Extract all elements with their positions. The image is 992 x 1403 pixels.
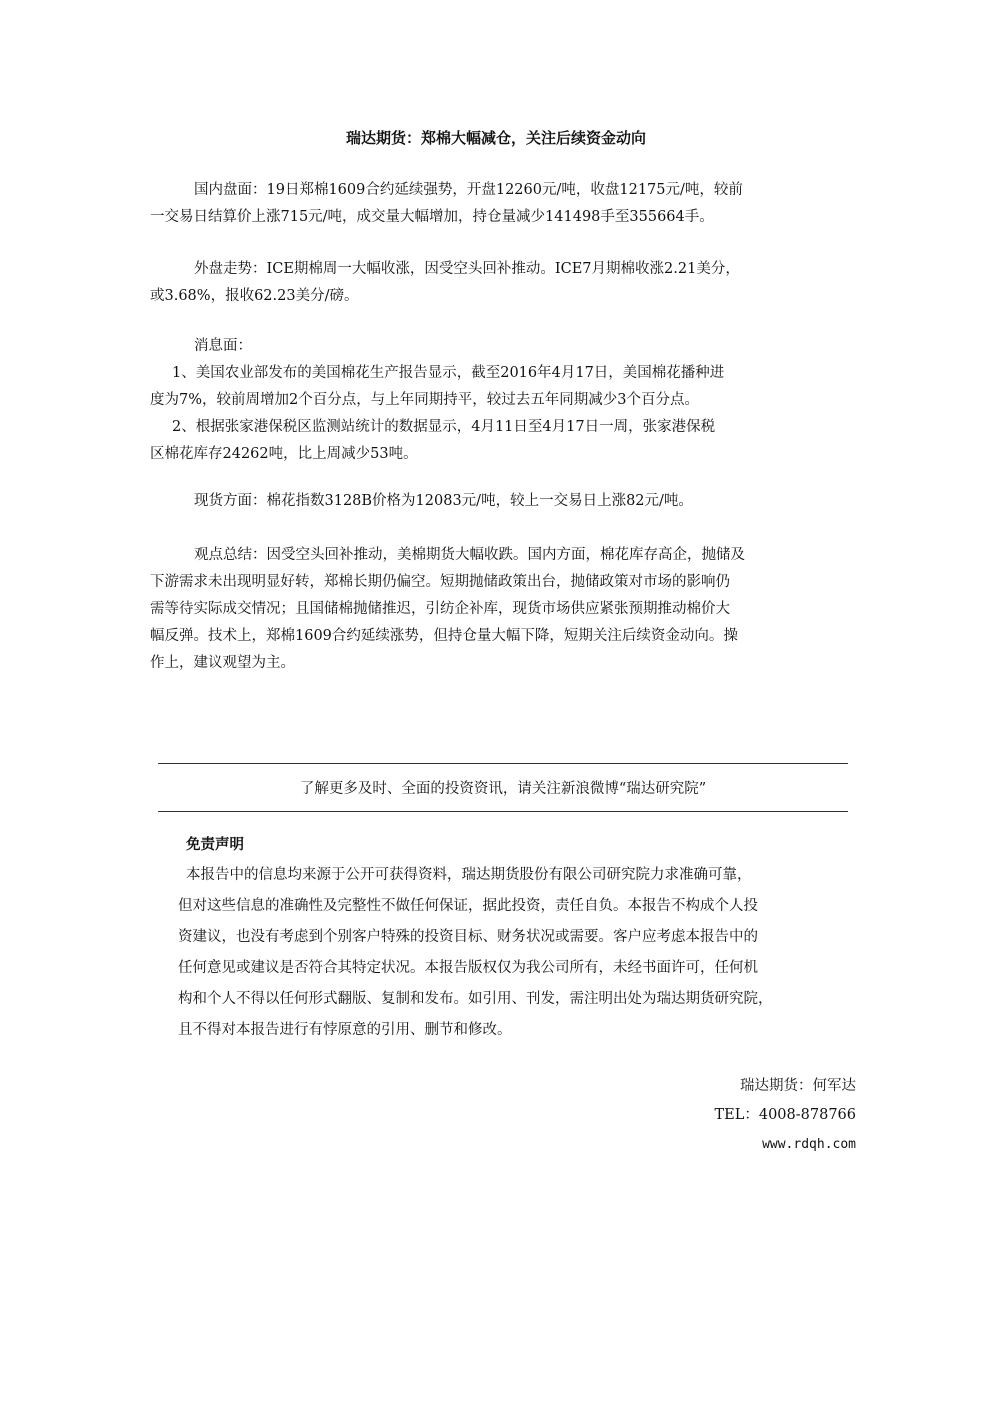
summary-line-1: 观点总结：因受空头回补推动，美棉期货大幅收跌。国内方面，棉花库存高企，抛储及 (194, 547, 745, 563)
news-item-2-line-1: 2、根据张家港保税区监测站统计的数据显示，4月11日至4月17日一周，张家港保税 (172, 419, 716, 435)
disclaimer-line-2: 但对这些信息的准确性及完整性不做任何保证，据此投资，责任自负。本报告不构成个人投 (178, 898, 758, 914)
news-item-2-line-2: 区棉花库存24262吨，比上周减少53吨。 (150, 446, 418, 462)
top-divider (158, 763, 848, 764)
domestic-line-2: 一交易日结算价上涨715元/吨，成交量大幅增加，持仓量减少141498手至355664手。 (150, 209, 714, 225)
news-item-1-line-1: 1、美国农业部发布的美国棉花生产报告显示，截至2016年4月17日，美国棉花播种进 (172, 365, 725, 381)
disclaimer-body (178, 860, 858, 1046)
signature-author: 瑞达期货：何军达 (740, 1078, 856, 1094)
weibo-notice: 了解更多及时、全面的投资资讯，请关注新浪微博“瑞达研究院” (299, 781, 707, 797)
news-item-1-line-2: 度为7%，较前周增加2个百分点，与上年同期持平，较过去五年同期减少3个百分点。 (150, 392, 699, 408)
summary-line-4: 幅反弹。技术上，郑棉1609合约延续涨势，但持仓量大幅下降，短期关注后续资金动向。操 (150, 628, 738, 644)
disclaimer-heading: 免责声明 (186, 837, 244, 853)
report-title: 瑞达期货：郑棉大幅减仓，关注后续资金动向 (345, 129, 646, 147)
spot-line-1: 现货方面：棉花指数3128B价格为12083元/吨，较上一交易日上涨82元/吨。 (194, 493, 693, 509)
news-heading: 消息面： (194, 338, 252, 354)
signature-website[interactable]: www.rdqh.com (762, 1137, 856, 1152)
domestic-market-paragraph (150, 177, 862, 231)
disclaimer-line-1: 本报告中的信息均来源于公开可获得资料，瑞达期货股份有限公司研究院力求准确可靠， (186, 867, 752, 883)
signature-tel: TEL：4008-878766 (714, 1107, 856, 1123)
bottom-divider (158, 811, 848, 812)
disclaimer-line-6: 且不得对本报告进行有悖原意的引用、删节和修改。 (178, 1022, 512, 1038)
domestic-line-1: 国内盘面：19日郑棉1609合约延续强势，开盘12260元/吨，收盘12175元/吨，较前 (194, 182, 743, 198)
summary-line-2: 下游需求未出现明显好转，郑棉长期仍偏空。短期抛储政策出台，抛储政策对市场的影响仍 (150, 574, 730, 590)
foreign-market-paragraph (150, 256, 862, 310)
disclaimer-line-4: 任何意见或建议是否符合其特定状况。本报告版权仅为我公司所有，未经书面许可，任何机 (178, 960, 758, 976)
news-section (150, 333, 862, 468)
foreign-line-2: 或3.68%，报收62.23美分/磅。 (150, 288, 359, 304)
summary-line-5: 作上，建议观望为主。 (150, 655, 295, 671)
summary-paragraph (150, 542, 862, 677)
disclaimer-line-5: 构和个人不得以任何形式翻版、复制和发布。如引用、刊发，需注明出处为瑞达期货研究院， (178, 991, 773, 1007)
summary-line-3: 需等待实际成交情况；且国储棉抛储推迟，引纺企补库，现货市场供应紧张预期推动棉价大 (150, 601, 730, 617)
spot-paragraph (150, 488, 862, 515)
disclaimer-line-3: 资建议，也没有考虑到个别客户特殊的投资目标、财务状况或需要。客户应考虑本报告中的 (178, 929, 758, 945)
foreign-line-1: 外盘走势：ICE期棉周一大幅收涨，因受空头回补推动。ICE7月期棉收涨2.21美分， (194, 261, 740, 277)
